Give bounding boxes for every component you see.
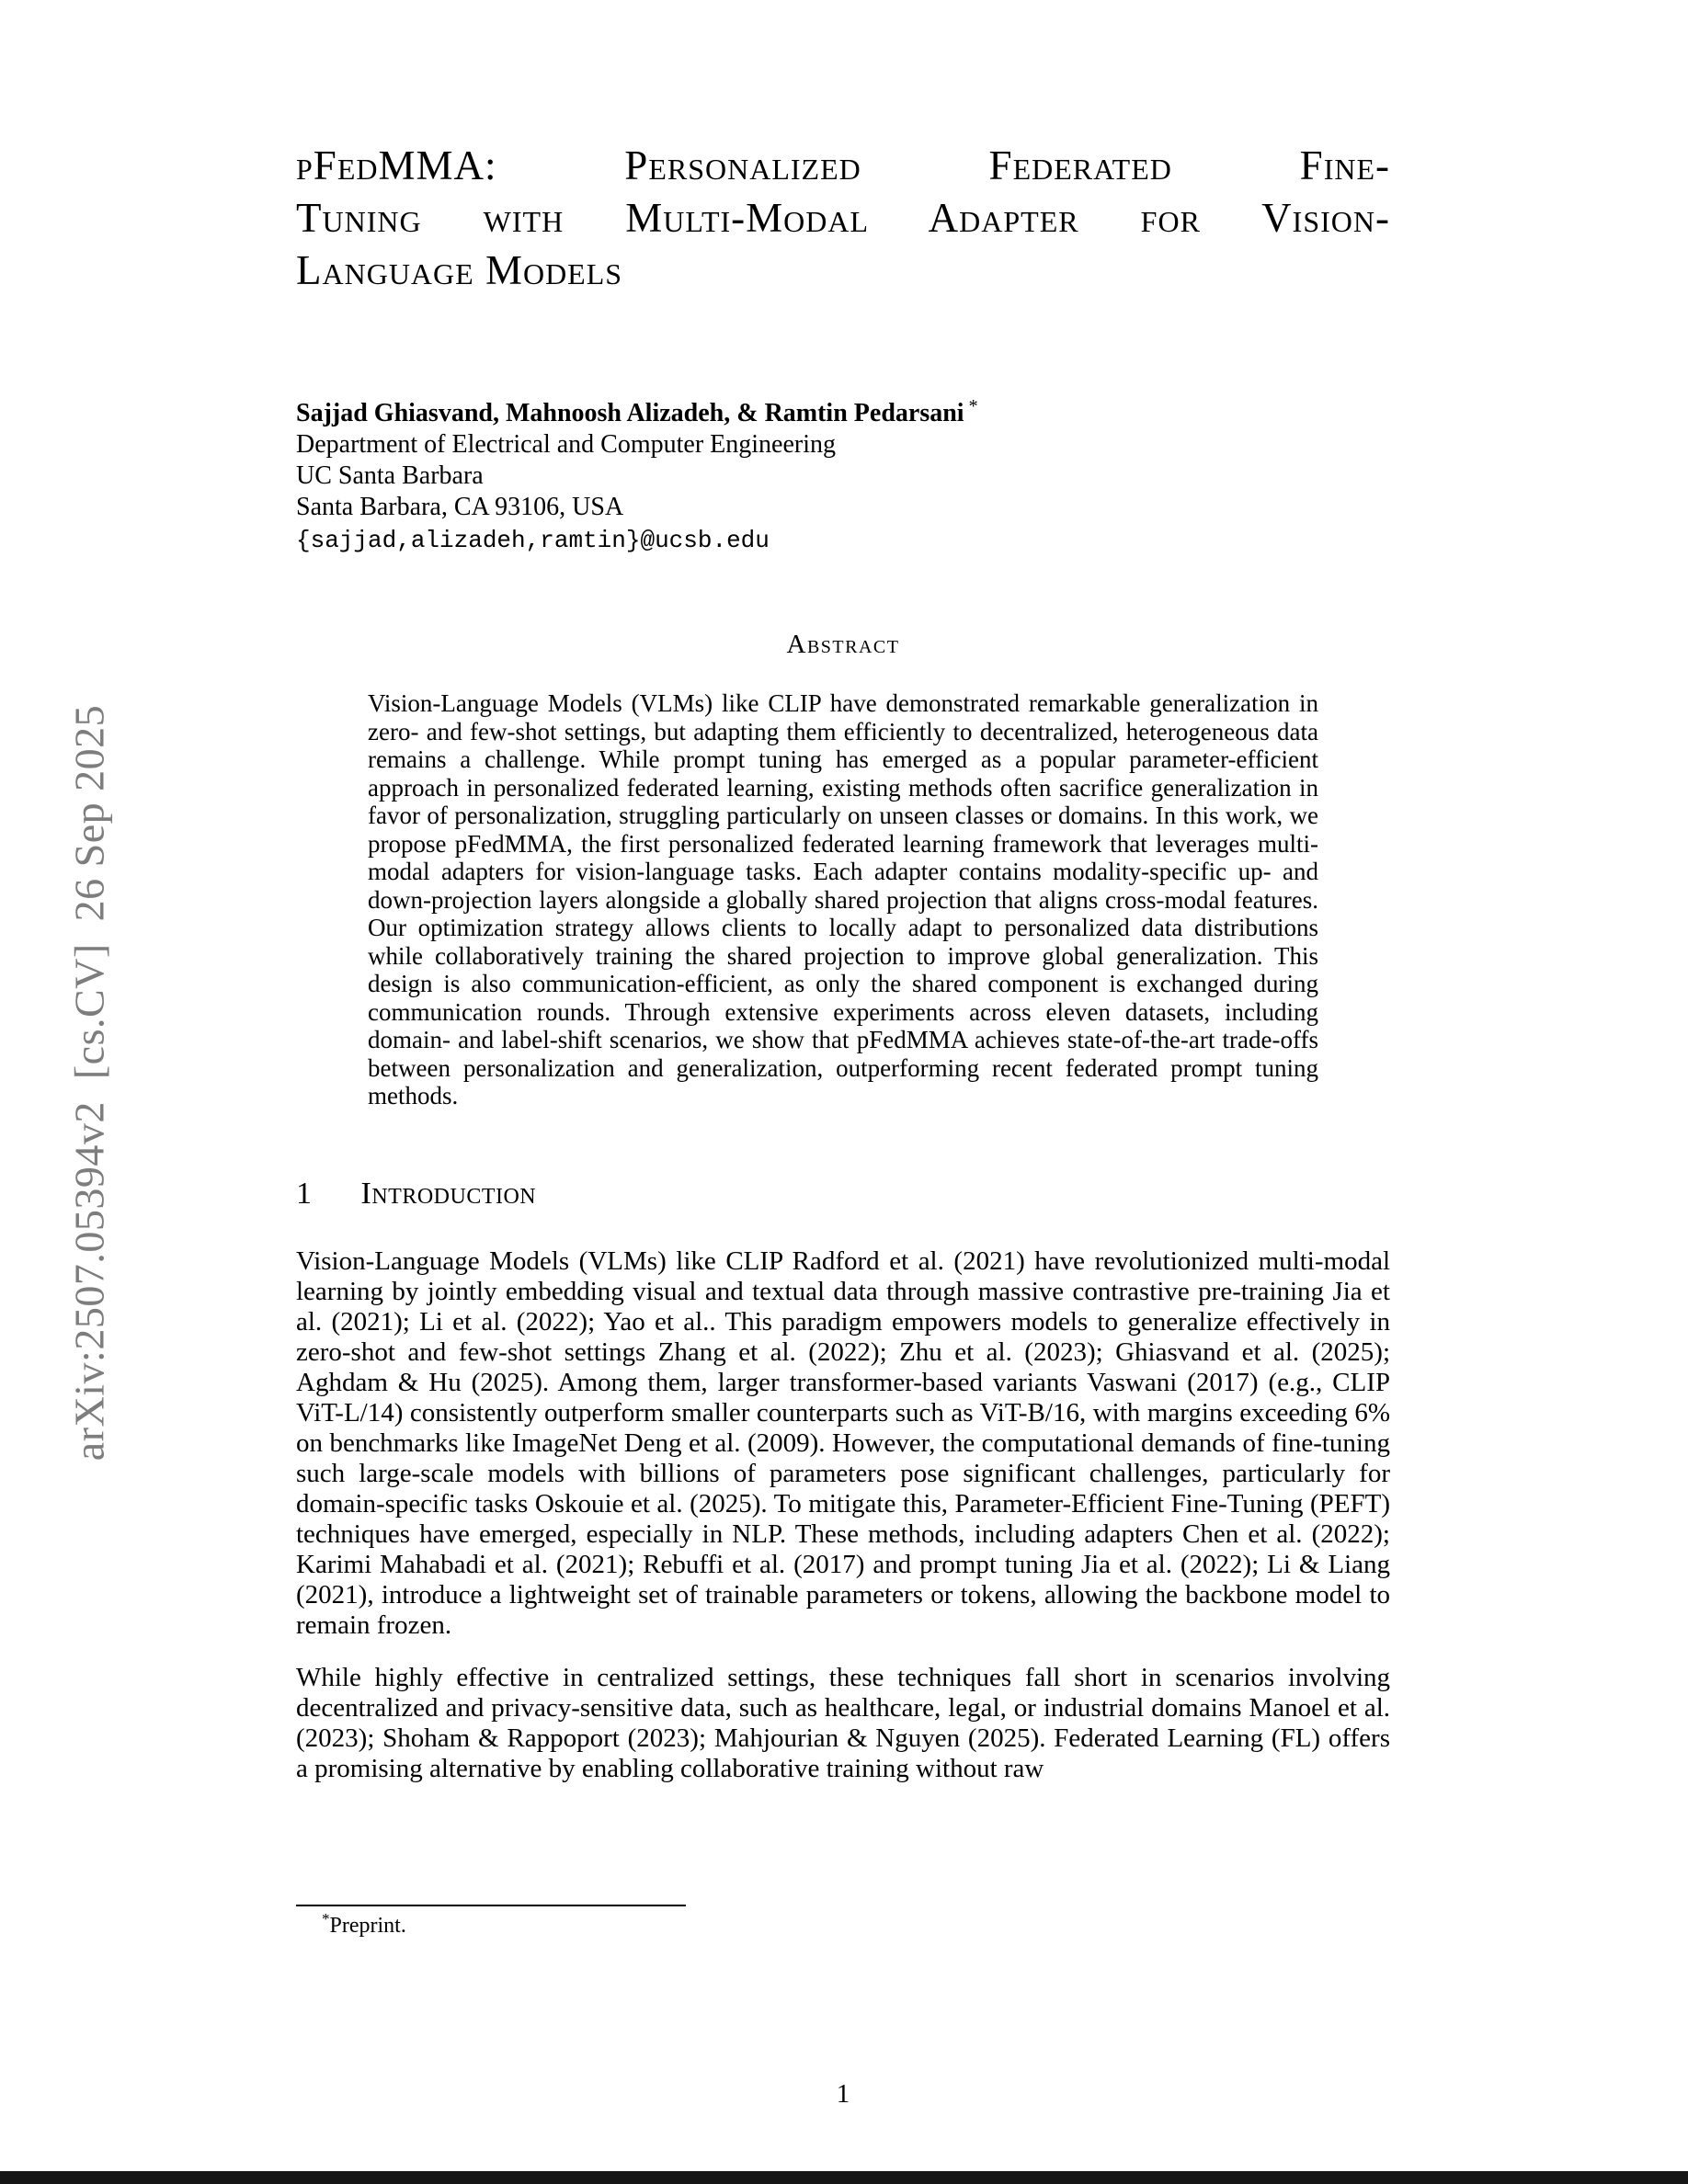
author-emails: {sajjad,alizadeh,ramtin}@ucsb.edu bbox=[296, 527, 770, 554]
paper-title bbox=[296, 140, 1390, 297]
footnote bbox=[296, 1905, 1390, 1939]
footnote-marker: * bbox=[322, 1910, 330, 1928]
title-line-3: Language Models bbox=[296, 247, 623, 293]
footnote-label: Preprint. bbox=[329, 1914, 406, 1938]
paper-content bbox=[296, 0, 1390, 2184]
affiliation-department: Department of Electrical and Computer Engineering bbox=[296, 430, 837, 459]
author-footnote-marker: * bbox=[968, 395, 978, 416]
author-block bbox=[296, 395, 1390, 556]
abstract-heading: Abstract bbox=[786, 630, 900, 659]
intro-paragraph-2: While highly effective in centralized settings, these techniques fall short in scenarios involving decentralized and privacy-sensitive data, such as healthcare, legal, or industrial domains Manoel et al. (2023); Shoham & Rappoport (2023); Mahjourian & Nguyen (2025). Federated Learning (FL) offers a promising alternative by enabling collaborative training without raw bbox=[296, 1662, 1390, 1783]
page-number: 1 bbox=[836, 2079, 850, 2109]
title-line-2: Tuning with Multi-Modal Adapter for Vision- bbox=[296, 195, 1390, 241]
footnote-rule bbox=[296, 1905, 686, 1906]
affiliation-university: UC Santa Barbara bbox=[296, 461, 484, 490]
arxiv-watermark: arXiv:2507.05394v2 [cs.CV] 26 Sep 2025 bbox=[65, 704, 113, 1462]
viewer-bottom-edge bbox=[0, 2171, 1688, 2184]
affiliation-address: Santa Barbara, CA 93106, USA bbox=[296, 493, 624, 521]
section-1-title: Introduction bbox=[360, 1176, 537, 1211]
section-1-heading bbox=[296, 1177, 1390, 1211]
footnote-text bbox=[322, 1910, 1390, 1939]
intro-paragraph-1: Vision-Language Models (VLMs) like CLIP Radford et al. (2021) have revolutionized multi-modal learning by jointly embedding visual and textual data through massive contrastive pre-training Jia et al. (2021); Li et al. (2022); Yao et al.. This paradigm empowers models to generalize effectively in zero-shot and few-shot settings Zhang et al. (2022); Zhu et al. (2023); Ghiasvand et al. (2025); Aghdam & Hu (2025). Among them, larger transformer-based variants Vaswani (2017) (e.g., CLIP ViT-L/14) consistently outperform smaller counterparts such as ViT-B/16, with margins exceeding 6% on benchmarks like ImageNet Deng et al. (2009). However, the computational demands of fine-tuning such large-scale models with billions of parameters pose significant challenges, particularly for domain-specific tasks Oskouie et al. (2025). To mitigate this, Parameter-Efficient Fine-Tuning (PEFT) techniques have emerged, especially in NLP. These methods, including adapters Chen et al. (2022); Karimi Mahabadi et al. (2021); Rebuffi et al. (2017) and prompt tuning Jia et al. (2022); Li & Liang (2021), introduce a lightweight set of trainable parameters or tokens, allowing the backbone model to remain frozen. bbox=[296, 1246, 1390, 1640]
section-1-number: 1 bbox=[296, 1176, 313, 1211]
author-names-text: Sajjad Ghiasvand, Mahnoosh Alizadeh, & Ramtin Pedarsani bbox=[296, 399, 964, 427]
author-names bbox=[296, 395, 1390, 429]
abstract-body: Vision-Language Models (VLMs) like CLIP have demonstrated remarkable generalization in zero- and few-shot settings, but adapting them efficiently to decentralized, heterogeneous data remains a challenge. While prompt tuning has emerged as a popular parameter-efficient approach in personalized federated learning, existing methods often sacrifice generalization in favor of personalization, struggling particularly on unseen classes or domains. In this work, we propose pFedMMA, the first personalized federated learning framework that leverages multi-modal adapters for vision-language tasks. Each adapter contains modality-specific up- and down-projection layers alongside a globally shared projection that aligns cross-modal features. Our optimization strategy allows clients to locally adapt to personalized data distributions while collaboratively training the shared projection to improve global generalization. This design is also communication-efficient, as only the shared component is exchanged during communication rounds. Through extensive experiments across eleven datasets, including domain- and label-shift scenarios, we show that pFedMMA achieves state-of-the-art trade-offs between personalization and generalization, outperforming recent federated prompt tuning methods. bbox=[368, 689, 1318, 1109]
title-line-1: pFedMMA: Personalized Federated Fine- bbox=[296, 142, 1390, 188]
